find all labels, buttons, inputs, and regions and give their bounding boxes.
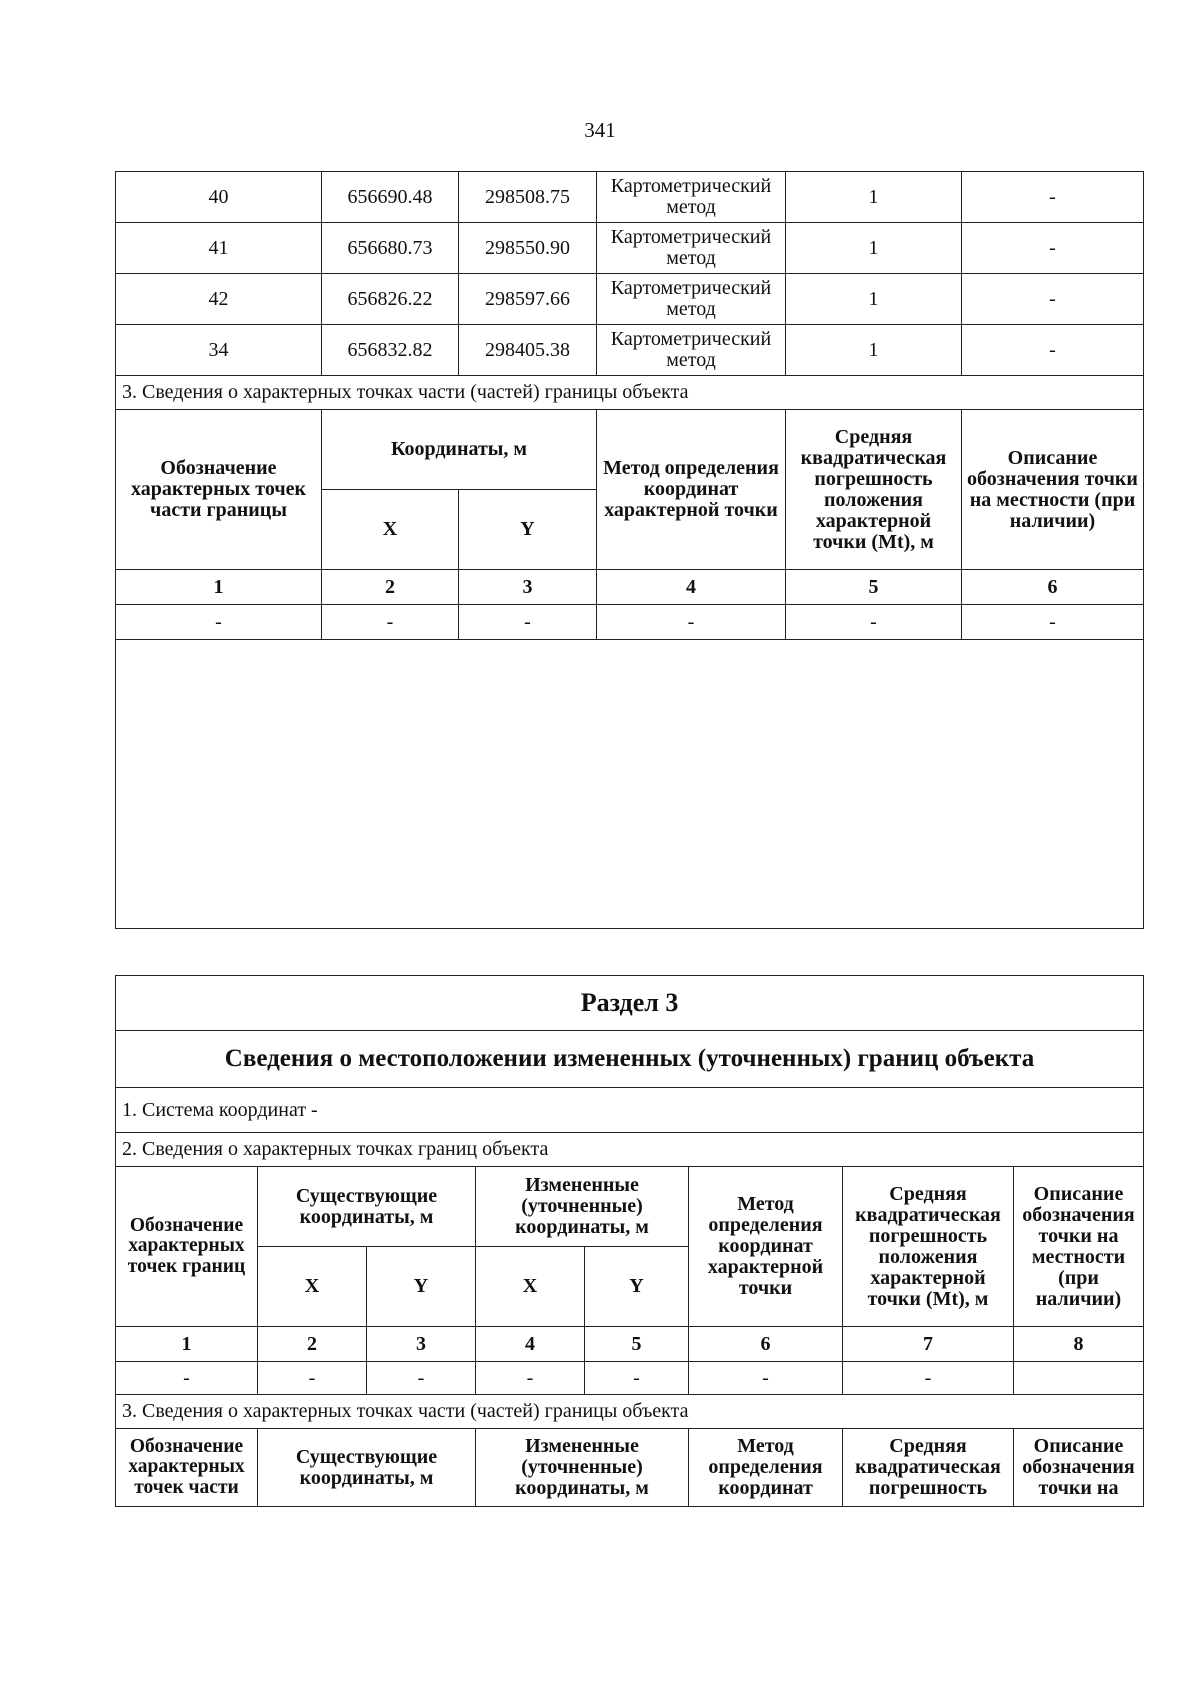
parts-label: 3. Сведения о характерных точках части (частей) границы объекта xyxy=(116,1395,1144,1429)
header-y: Y xyxy=(367,1247,476,1327)
table-row xyxy=(116,1362,1144,1395)
coord-y: 298550.90 xyxy=(459,223,597,274)
description: - xyxy=(962,172,1144,223)
table-row xyxy=(116,605,1144,640)
method: Картометрический метод xyxy=(597,172,786,223)
header-method: Метод определения координат характерной точки xyxy=(597,410,786,570)
table-row xyxy=(116,325,1144,376)
header-x: X xyxy=(258,1247,367,1327)
description: - xyxy=(962,223,1144,274)
points-table-continued xyxy=(115,171,1144,929)
points-label: 2. Сведения о характерных точках границ объекта xyxy=(116,1133,1144,1167)
column-number: 4 xyxy=(597,570,786,605)
header-y: Y xyxy=(585,1247,689,1327)
coord-x: 656690.48 xyxy=(322,172,459,223)
header-designation: Обозначение характерных точек части xyxy=(116,1429,258,1507)
point-id: 40 xyxy=(116,172,322,223)
section-label: 3. Сведения о характерных точках части (частей) границы объекта xyxy=(116,376,1144,410)
column-number: 5 xyxy=(786,570,962,605)
column-number: 8 xyxy=(1014,1327,1144,1362)
page-number: 341 xyxy=(584,118,616,142)
empty-cell: - xyxy=(459,605,597,640)
method: Картометрический метод xyxy=(597,274,786,325)
section-subtitle: Сведения о местоположении измененных (уточненных) границ объекта xyxy=(116,1031,1144,1088)
header-description: Описание обозначения точки на xyxy=(1014,1429,1144,1507)
header-existing-coords: Существующие координаты, м xyxy=(258,1167,476,1247)
mt-value: 1 xyxy=(786,325,962,376)
column-number: 2 xyxy=(322,570,459,605)
header-mt: Средняя квадратическая погрешность положения характерной точки (Mt), м xyxy=(786,410,962,570)
point-id: 34 xyxy=(116,325,322,376)
mt-value: 1 xyxy=(786,223,962,274)
coord-y: 298405.38 xyxy=(459,325,597,376)
header-changed-coords: Измененные (уточненные) координаты, м xyxy=(476,1429,689,1507)
empty-cell: - xyxy=(258,1362,367,1395)
column-number: 3 xyxy=(367,1327,476,1362)
section-title: Раздел 3 xyxy=(116,976,1144,1031)
coord-x: 656826.22 xyxy=(322,274,459,325)
header-mt: Средняя квадратическая погрешность положения характерной точки (Mt), м xyxy=(843,1167,1014,1327)
header-designation: Обозначение характерных точек границ xyxy=(116,1167,258,1327)
empty-cell: - xyxy=(843,1362,1014,1395)
empty-cell: - xyxy=(116,605,322,640)
coordinate-system: 1. Система координат - xyxy=(116,1088,1144,1133)
empty-cell xyxy=(1014,1362,1144,1395)
empty-cell: - xyxy=(116,1362,258,1395)
coord-x: 656680.73 xyxy=(322,223,459,274)
column-number: 1 xyxy=(116,1327,258,1362)
column-number: 5 xyxy=(585,1327,689,1362)
header-x: X xyxy=(322,490,459,570)
empty-cell: - xyxy=(322,605,459,640)
empty-cell: - xyxy=(367,1362,476,1395)
empty-cell: - xyxy=(786,605,962,640)
header-mt: Средняя квадратическая погрешность xyxy=(843,1429,1014,1507)
header-x: X xyxy=(476,1247,585,1327)
empty-cell: - xyxy=(585,1362,689,1395)
description: - xyxy=(962,274,1144,325)
empty-cell: - xyxy=(962,605,1144,640)
header-method: Метод определения координат xyxy=(689,1429,843,1507)
coord-x: 656832.82 xyxy=(322,325,459,376)
column-number: 6 xyxy=(962,570,1144,605)
point-id: 41 xyxy=(116,223,322,274)
method: Картометрический метод xyxy=(597,325,786,376)
point-id: 42 xyxy=(116,274,322,325)
method: Картометрический метод xyxy=(597,223,786,274)
mt-value: 1 xyxy=(786,274,962,325)
mt-value: 1 xyxy=(786,172,962,223)
description: - xyxy=(962,325,1144,376)
column-numbers xyxy=(116,570,1144,605)
section-3-table xyxy=(115,975,1144,1507)
header-y: Y xyxy=(459,490,597,570)
empty-cell: - xyxy=(597,605,786,640)
header-existing-coords: Существующие координаты, м xyxy=(258,1429,476,1507)
header-method: Метод определения координат характерной точки xyxy=(689,1167,843,1327)
empty-cell: - xyxy=(689,1362,843,1395)
column-numbers xyxy=(116,1327,1144,1362)
table-row xyxy=(116,223,1144,274)
blank-area xyxy=(116,640,1144,929)
table-row xyxy=(116,172,1144,223)
column-number: 1 xyxy=(116,570,322,605)
column-number: 4 xyxy=(476,1327,585,1362)
header-designation: Обозначение характерных точек части границы xyxy=(116,410,322,570)
column-number: 3 xyxy=(459,570,597,605)
coord-y: 298597.66 xyxy=(459,274,597,325)
coord-y: 298508.75 xyxy=(459,172,597,223)
empty-cell: - xyxy=(476,1362,585,1395)
header-description: Описание обозначения точки на местности (при наличии) xyxy=(1014,1167,1144,1327)
header-coords: Координаты, м xyxy=(322,410,597,490)
column-number: 2 xyxy=(258,1327,367,1362)
column-number: 7 xyxy=(843,1327,1014,1362)
header-changed-coords: Измененные (уточненные) координаты, м xyxy=(476,1167,689,1247)
header-description: Описание обозначения точки на местности (при наличии) xyxy=(962,410,1144,570)
table-row xyxy=(116,274,1144,325)
column-number: 6 xyxy=(689,1327,843,1362)
